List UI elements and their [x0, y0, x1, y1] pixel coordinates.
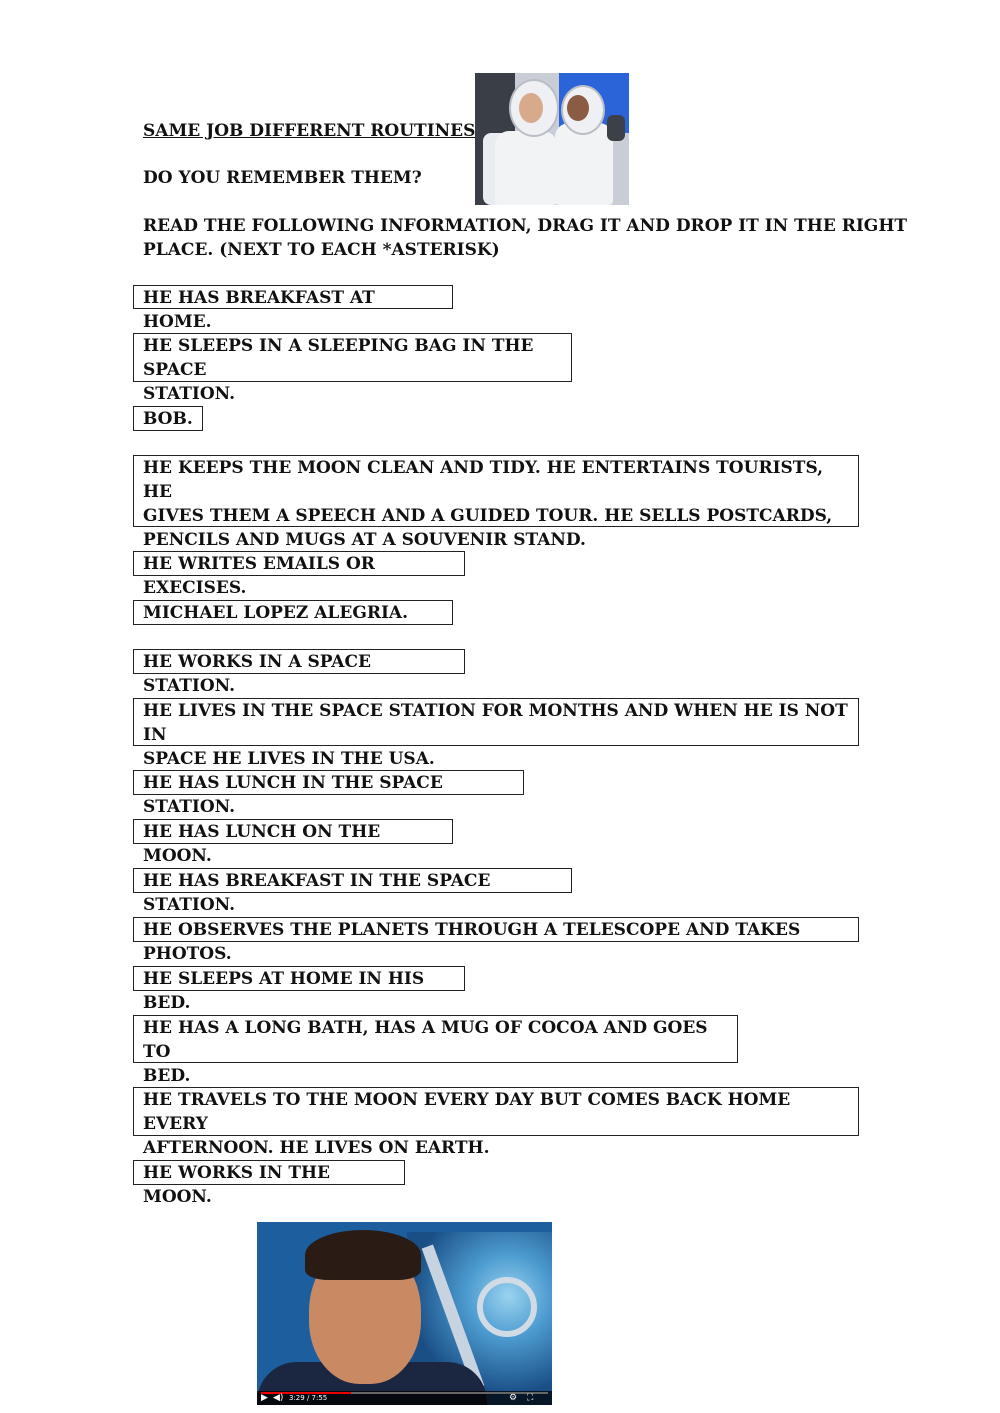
- drag-card-works-in-moon[interactable]: HE WORKS IN THE MOON.: [133, 1160, 405, 1185]
- drag-card-breakfast-space-station[interactable]: HE HAS BREAKFAST IN THE SPACE STATION.: [133, 868, 572, 893]
- drag-card-observes-planets[interactable]: HE OBSERVES THE PLANETS THROUGH A TELESCOPE AND TAKES PHOTOS.: [133, 917, 859, 942]
- drag-card-breakfast-home[interactable]: HE HAS BREAKFAST AT HOME.: [133, 285, 453, 309]
- drag-card-writes-emails[interactable]: HE WRITES EMAILS OR EXECISES.: [133, 551, 465, 576]
- astronauts-photo: [475, 73, 629, 205]
- drag-card-sleeps-sleeping-bag[interactable]: HE SLEEPS IN A SLEEPING BAG IN THE SPACE STATION.: [133, 333, 572, 382]
- drag-card-long-bath[interactable]: HE HAS A LONG BATH, HAS A MUG OF COCOA AND GOES TO BED.: [133, 1015, 738, 1063]
- settings-icon[interactable]: ⚙: [509, 1393, 518, 1403]
- play-icon[interactable]: ▶: [261, 1393, 268, 1403]
- worksheet-instructions-line1: READ THE FOLLOWING INFORMATION, DRAG IT AND DROP IT IN THE RIGHT: [143, 216, 908, 236]
- drag-card-travels-to-moon[interactable]: HE TRAVELS TO THE MOON EVERY DAY BUT COMES BACK HOME EVERY AFTERNOON. HE LIVES ON EARTH.: [133, 1087, 859, 1136]
- drag-card-sleeps-at-home[interactable]: HE SLEEPS AT HOME IN HIS BED.: [133, 966, 465, 991]
- worksheet-question: DO YOU REMEMBER THEM?: [143, 168, 422, 188]
- drag-card-michael-lopez-alegria[interactable]: MICHAEL LOPEZ ALEGRIA.: [133, 600, 453, 625]
- drag-card-keeps-moon-clean[interactable]: HE KEEPS THE MOON CLEAN AND TIDY. HE ENTERTAINS TOURISTS, HE GIVES THEM A SPEECH AND A GUIDED TOUR. HE SELLS POSTCARDS, PENCILS AND MUGS AT A SOUVENIR STAND.: [133, 455, 859, 527]
- drag-card-bob[interactable]: BOB.: [133, 406, 203, 431]
- video-time: 3:29 / 7:55: [289, 1394, 328, 1402]
- fullscreen-icon[interactable]: ⛶: [527, 1393, 534, 1403]
- drag-card-lunch-moon[interactable]: HE HAS LUNCH ON THE MOON.: [133, 819, 453, 844]
- drag-card-works-space-station[interactable]: HE WORKS IN A SPACE STATION.: [133, 649, 465, 674]
- astronaut-video-still[interactable]: [257, 1222, 552, 1405]
- drag-card-lives-space-station[interactable]: HE LIVES IN THE SPACE STATION FOR MONTHS AND WHEN HE IS NOT IN SPACE HE LIVES IN THE USA.: [133, 698, 859, 746]
- drag-card-lunch-space-station[interactable]: HE HAS LUNCH IN THE SPACE STATION.: [133, 770, 524, 795]
- worksheet-title: SAME JOB DIFFERENT ROUTINES: [143, 121, 476, 141]
- volume-icon[interactable]: ◀): [273, 1393, 284, 1403]
- worksheet-instructions-line2: PLACE. (NEXT TO EACH *ASTERISK): [143, 240, 500, 260]
